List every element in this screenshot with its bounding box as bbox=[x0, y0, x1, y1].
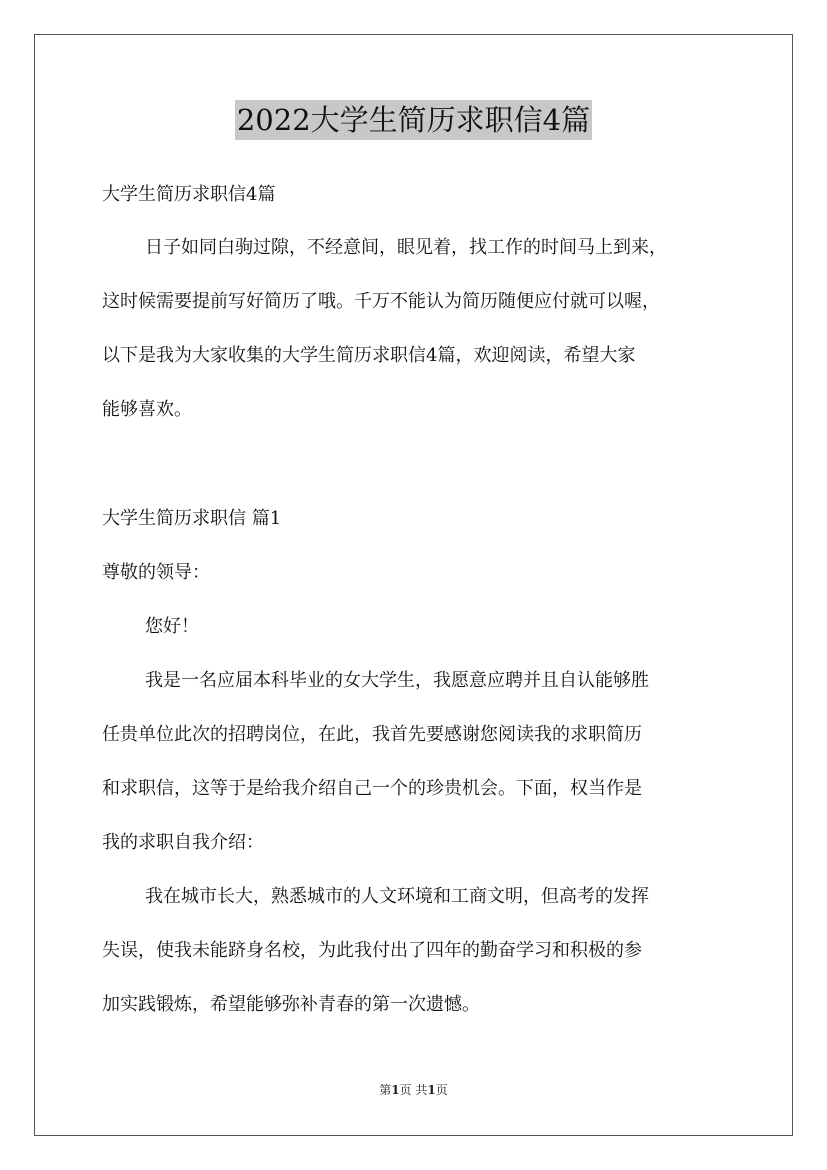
section-heading: 大学生简历求职信 篇1 bbox=[102, 508, 282, 529]
footer-page-total: 1 bbox=[427, 1083, 436, 1097]
intro-line-1: 日子如同白驹过隙，不经意间，眼见着，找工作的时间马上到来， bbox=[145, 237, 667, 258]
footer-page-prefix: 第 bbox=[379, 1083, 392, 1097]
footer-page-suffix: 页 bbox=[435, 1083, 448, 1097]
paragraph2-line-1: 我在城市长大，熟悉城市的人文环境和工商文明，但高考的发挥 bbox=[145, 886, 649, 907]
paragraph1-line-2: 任贵单位此次的招聘岗位，在此，我首先要感谢您阅读我的求职简历 bbox=[102, 724, 642, 745]
salutation: 尊敬的领导： bbox=[102, 562, 210, 583]
paragraph1-line-3: 和求职信，这等于是给我介绍自己一个的珍贵机会。下面，权当作是 bbox=[102, 778, 642, 799]
paragraph2-line-3: 加实践锻炼，希望能够弥补青春的第一次遗憾。 bbox=[102, 994, 480, 1015]
paragraph1-line-4: 我的求职自我介绍： bbox=[102, 832, 264, 853]
footer-page-mid: 页 共 bbox=[399, 1083, 428, 1097]
paragraph1-line-1: 我是一名应届本科毕业的女大学生，我愿意应聘并且自认能够胜 bbox=[145, 670, 649, 691]
title-container bbox=[0, 100, 827, 140]
document-title: 2022大学生简历求职信4篇 bbox=[235, 100, 592, 140]
document-subtitle: 大学生简历求职信4篇 bbox=[102, 184, 276, 205]
paragraph2-line-2: 失误，使我未能跻身名校，为此我付出了四年的勤奋学习和积极的参 bbox=[102, 940, 642, 961]
greeting: 您好！ bbox=[145, 616, 199, 637]
footer-page-number: 1 bbox=[391, 1083, 400, 1097]
intro-line-3: 以下是我为大家收集的大学生简历求职信4篇，欢迎阅读，希望大家 bbox=[102, 345, 636, 366]
page-footer bbox=[0, 1082, 827, 1098]
intro-line-2: 这时候需要提前写好简历了哦。千万不能认为简历随便应付就可以喔， bbox=[102, 291, 660, 312]
intro-line-4: 能够喜欢。 bbox=[102, 399, 192, 420]
